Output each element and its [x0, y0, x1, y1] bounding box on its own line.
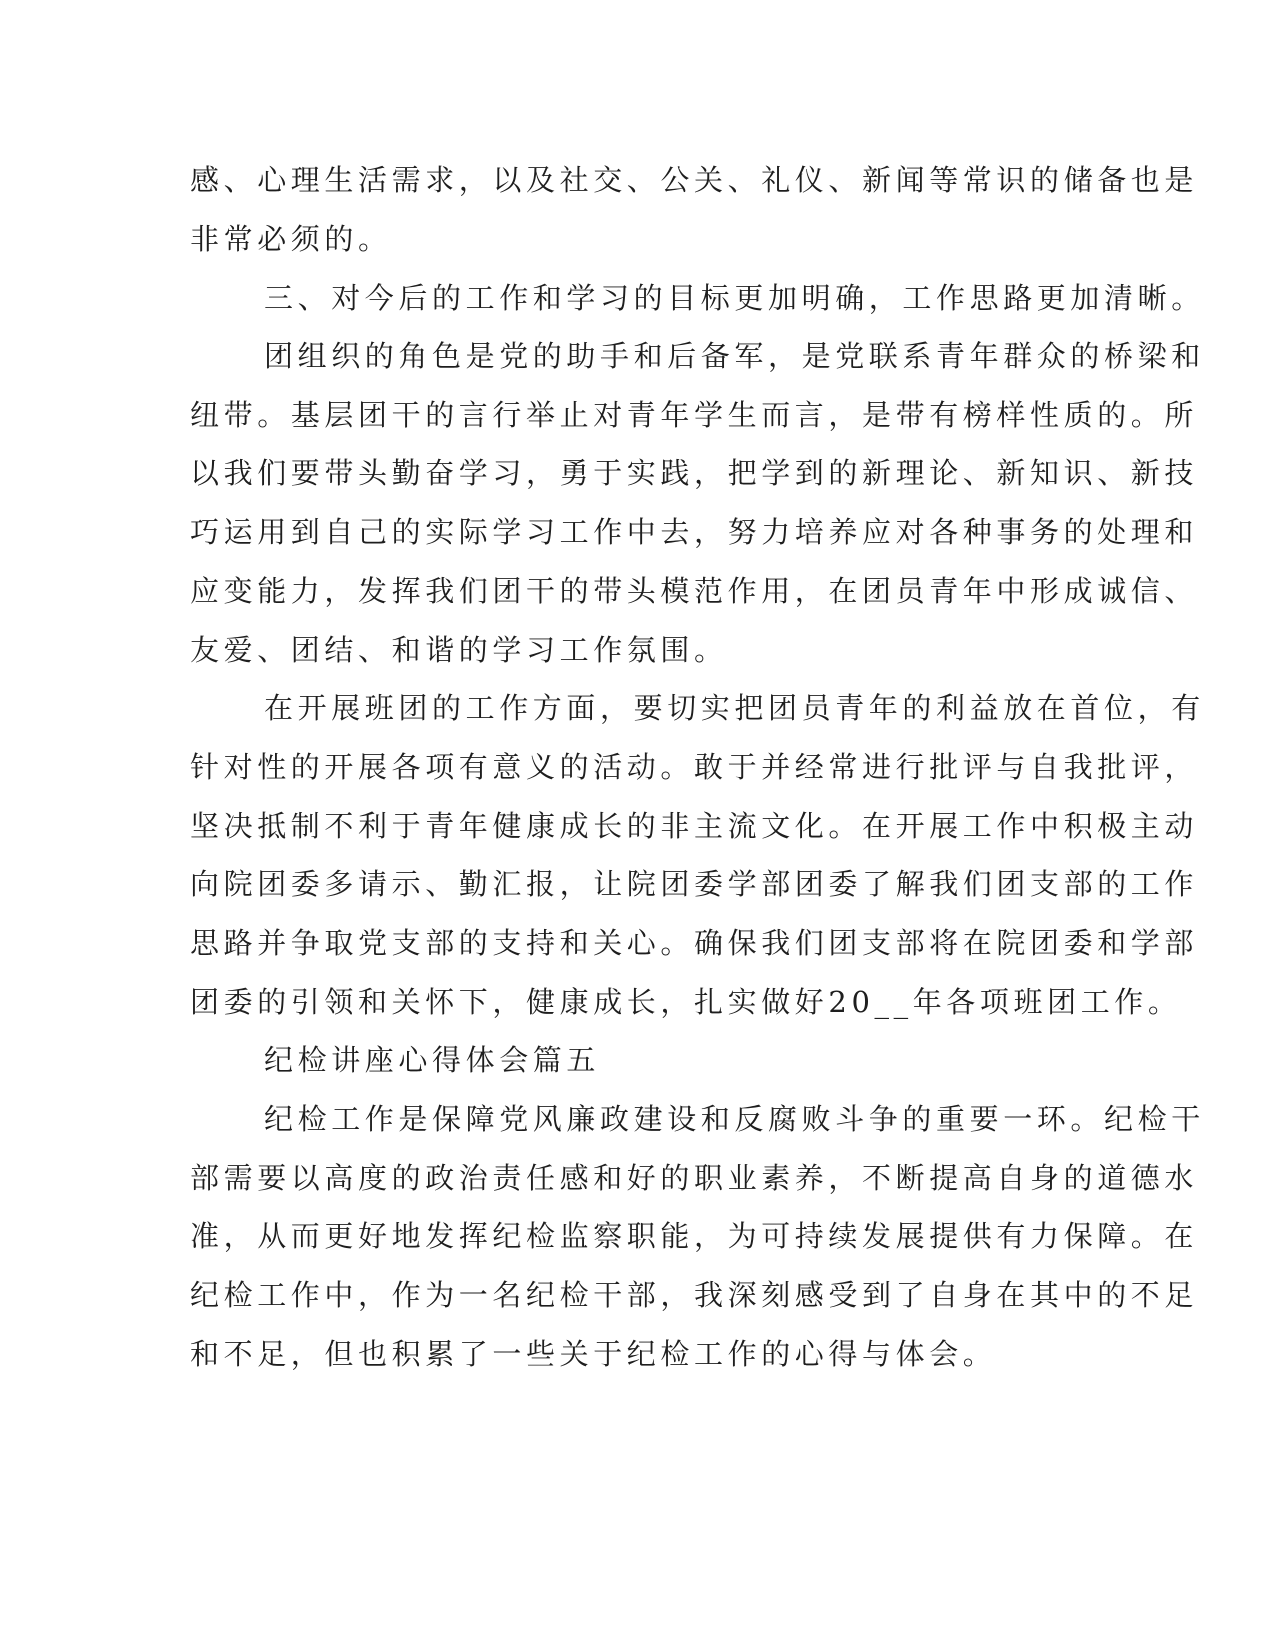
body-text-line: 思路并争取党支部的支持和关心。确保我们团支部将在院团委和学部	[190, 926, 1199, 960]
body-text-line: 部需要以高度的政治责任感和好的职业素养，不断提高自身的道德水	[190, 1161, 1199, 1195]
body-text-line: 纽带。基层团干的言行举止对青年学生而言，是带有榜样性质的。所	[190, 398, 1199, 432]
body-text-line: 非常必须的。	[190, 222, 392, 256]
paragraph-start: 在开展班团的工作方面，要切实把团员青年的利益放在首位，有	[264, 691, 1205, 725]
body-text-line: 感、心理生活需求，以及社交、公关、礼仪、新闻等常识的储备也是	[190, 163, 1199, 197]
article-heading: 纪检讲座心得体会篇五	[264, 1043, 601, 1077]
body-text-line: 向院团委多请示、勤汇报，让院团委学部团委了解我们团支部的工作	[190, 867, 1199, 901]
body-text-line: 纪检工作中，作为一名纪检干部，我深刻感受到了自身在其中的不足	[190, 1278, 1199, 1312]
body-text-line: 巧运用到自己的实际学习工作中去，努力培养应对各种事务的处理和	[190, 515, 1199, 549]
body-text-line: 团委的引领和关怀下，健康成长，扎实做好20__年各项班团工作。	[190, 985, 1182, 1019]
body-text-line: 友爱、团结、和谐的学习工作氛围。	[190, 633, 728, 667]
body-text-line: 准，从而更好地发挥纪检监察职能，为可持续发展提供有力保障。在	[190, 1219, 1199, 1253]
body-text-line: 坚决抵制不利于青年健康成长的非主流文化。在开展工作中积极主动	[190, 809, 1199, 843]
section-heading: 三、对今后的工作和学习的目标更加明确，工作思路更加清晰。	[264, 281, 1205, 315]
body-text-line: 以我们要带头勤奋学习，勇于实践，把学到的新理论、新知识、新技	[190, 456, 1199, 490]
paragraph-start: 团组织的角色是党的助手和后备军，是党联系青年群众的桥梁和	[264, 339, 1205, 373]
body-text-line: 应变能力，发挥我们团干的带头模范作用，在团员青年中形成诚信、	[190, 574, 1199, 608]
body-text-line: 针对性的开展各项有意义的活动。敢于并经常进行批评与自我批评，	[190, 750, 1199, 784]
paragraph-start: 纪检工作是保障党风廉政建设和反腐败斗争的重要一环。纪检干	[264, 1102, 1205, 1136]
body-text-line: 和不足，但也积累了一些关于纪检工作的心得与体会。	[190, 1337, 997, 1371]
